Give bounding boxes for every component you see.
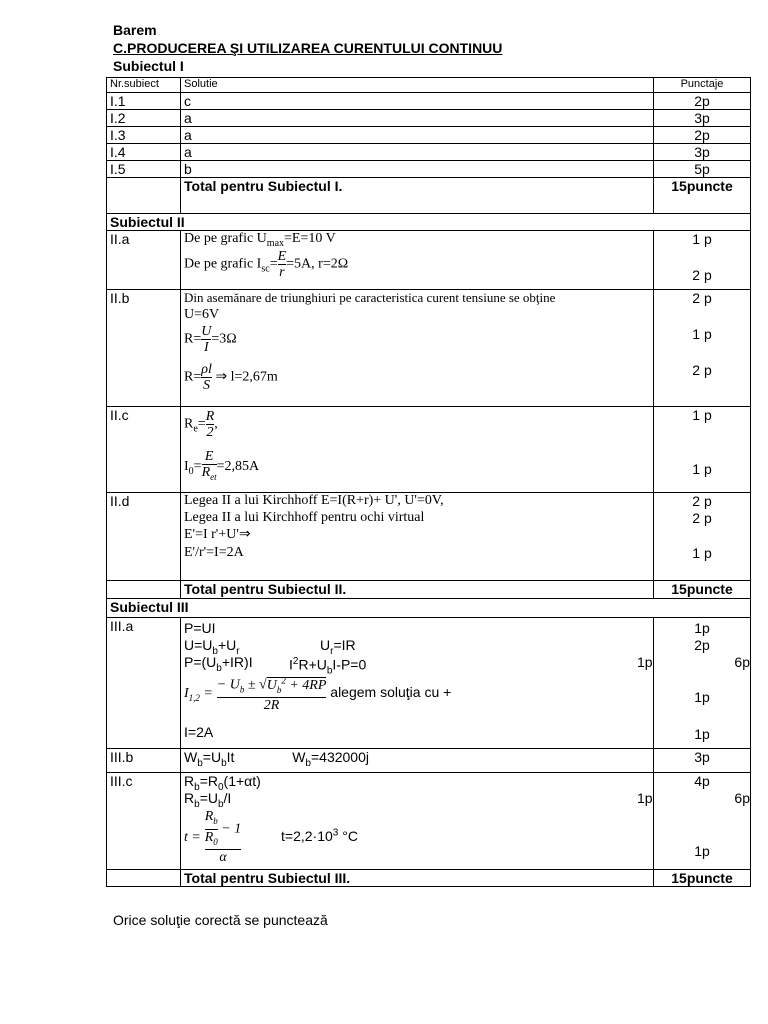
row-points: 3p <box>654 110 751 127</box>
row-points: 1p 2p 1p 6p 1p 1p <box>654 618 751 749</box>
total-points: 15puncte <box>654 581 751 599</box>
table-row <box>107 407 751 493</box>
row-id: II.c <box>107 407 181 493</box>
row-solution: a <box>181 127 654 144</box>
solution-line: $R_e=$ $\frac{R}{2}$ , <box>184 409 218 440</box>
subject-one-heading: Subiectul I <box>113 58 184 74</box>
table-row <box>107 493 751 581</box>
scoring-table <box>106 77 751 887</box>
row-id: III.c <box>107 772 181 869</box>
subject-two-heading: Subiectul II <box>107 214 751 231</box>
row-solution: Legea II a lui Kirchhoff E=I(R+r)+ U', U'=0V, Legea II a lui Kirchhoff pentru ochi virtual E'=I r'+U'⇒ E'/r'=I=2A <box>181 493 654 581</box>
temperature-formula: $\frac{R_b}{R_0}$ − 1 α <box>204 808 242 866</box>
subject-two-total-row <box>107 581 751 599</box>
total-label: Total pentru Subiectul I. <box>181 178 654 214</box>
row-solution <box>181 772 654 869</box>
table-row <box>107 127 751 144</box>
row-id: II.b <box>107 290 181 407</box>
table-row <box>107 772 751 869</box>
row-solution <box>181 231 654 290</box>
row-id: I.1 <box>107 93 181 110</box>
solution-line: R= $\frac{U}{I}$ =3Ω <box>184 324 237 355</box>
subject-three-heading-row <box>107 599 751 618</box>
header-solution: Solutie <box>181 78 654 93</box>
solution-line: R= $\frac{\rho l}{S}$ ⇒ l=2,67m <box>184 362 278 393</box>
solution-line: $U_r=IR$ <box>320 637 356 657</box>
fraction: $\frac{U}{I}$ <box>201 324 212 355</box>
solution-line: $I^2R+U_bI-P=0$ <box>289 656 367 677</box>
table-row <box>107 93 751 110</box>
row-points: 2p <box>654 93 751 110</box>
table-header-row <box>107 78 751 93</box>
fraction: $\frac{E}{R_{et}}$ <box>202 449 217 485</box>
row-id: I.5 <box>107 161 181 178</box>
total-label: Total pentru Subiectul II. <box>181 581 654 599</box>
header-subject-number: Nr.subiect <box>107 78 181 93</box>
table-row <box>107 144 751 161</box>
solution-line: $R_b=R_0(1+\alpha t)$ <box>184 772 261 793</box>
row-id: II.a <box>107 231 181 290</box>
row-id: II.d <box>107 493 181 581</box>
document-label: Barem <box>113 22 157 38</box>
row-id: III.a <box>107 618 181 749</box>
row-solution <box>181 407 654 493</box>
subject-three-total-row <box>107 869 751 886</box>
row-points: 2 p 2 p 1 p <box>654 493 751 581</box>
solution-line: $P=(U_b+IR)I$ <box>184 654 253 674</box>
subject-two-heading-row <box>107 214 751 231</box>
table-row <box>107 231 751 290</box>
row-points: 3p <box>654 144 751 161</box>
table-row <box>107 110 751 127</box>
solution-line: De pe grafic $I_{sc}=$ $\frac{E}{r}$ =5A, r=2Ω <box>184 249 349 280</box>
row-solution: Din asemănare de triunghiuri pe caracteristica curent tensiune se obţine U=6V R= $\frac{U}{I}$ =3Ω R= $\frac{\rho l}{S}$ ⇒ l=2,67m <box>181 290 654 407</box>
subject-one-total-row <box>107 178 751 214</box>
total-points: 15puncte <box>654 869 751 886</box>
table-row <box>107 290 751 407</box>
row-id: I.2 <box>107 110 181 127</box>
total-label: Total pentru Subiectul III. <box>181 869 654 886</box>
footer-note: Orice soluţie corectă se punctează <box>113 912 328 928</box>
row-id: III.b <box>107 749 181 773</box>
row-id: I.3 <box>107 127 181 144</box>
table-row <box>107 749 751 773</box>
row-points: 4p 1p 6p 1p <box>654 772 751 869</box>
solution-line: t = $\frac{R_b}{R_0}$ − 1 α $t=2,2\cdot 10^3$ °C <box>184 808 358 866</box>
fraction: $\frac{E}{r}$ <box>277 249 287 280</box>
document-title: C.PRODUCEREA ŞI UTILIZAREA CURENTULUI CONTINUU <box>113 40 503 56</box>
row-solution: a <box>181 144 654 161</box>
table-row <box>107 161 751 178</box>
row-solution: a <box>181 110 654 127</box>
row-points: 3p <box>654 749 751 773</box>
solution-line: $I_0=$ $\frac{E}{R_{et}}$ =2,85A <box>184 449 259 485</box>
fraction: $\frac{\rho l}{S}$ <box>201 362 212 393</box>
row-solution: P=UI $U=U_b+U_r$ $U_r=IR$ $P=(U_b+IR)I$ $I^2R+U_bI-P=0$ $I_{1,2}$ = $\frac{- U_b \pm √U_b^2 + 4RP}{2R}$ alegem soluţia cu + I=2A <box>181 618 654 749</box>
total-points: 15puncte <box>654 178 751 214</box>
row-points: 1 p 2 p <box>654 231 751 290</box>
row-solution: b <box>181 161 654 178</box>
header-points: Punctaje <box>654 78 751 93</box>
row-id: I.4 <box>107 144 181 161</box>
solution-line: De pe grafic $U_{max}=E=10$ V <box>184 231 336 249</box>
table-row <box>107 618 751 749</box>
solution-line: $U=U_b+U_r$ <box>184 637 240 657</box>
quadratic-formula: $\frac{- U_b \pm √U_b^2 + 4RP}{2R}$ <box>216 675 327 714</box>
fraction: $\frac{R}{2}$ <box>205 409 215 440</box>
row-points: 2 p 1 p 2 p <box>654 290 751 407</box>
subject-three-heading: Subiectul III <box>107 599 751 618</box>
row-points: 2p <box>654 127 751 144</box>
row-solution: $W_b=U_bIt$ $W_b=432000j$ <box>181 749 654 773</box>
row-solution: c <box>181 93 654 110</box>
row-points: 5p <box>654 161 751 178</box>
solution-line: $I_{1,2}$ = $\frac{- U_b \pm √U_b^2 + 4RP}{2R}$ alegem soluţia cu + <box>184 675 452 714</box>
solution-line: $R_b=U_b/I$ <box>184 789 232 810</box>
row-points: 1 p 1 p <box>654 407 751 493</box>
